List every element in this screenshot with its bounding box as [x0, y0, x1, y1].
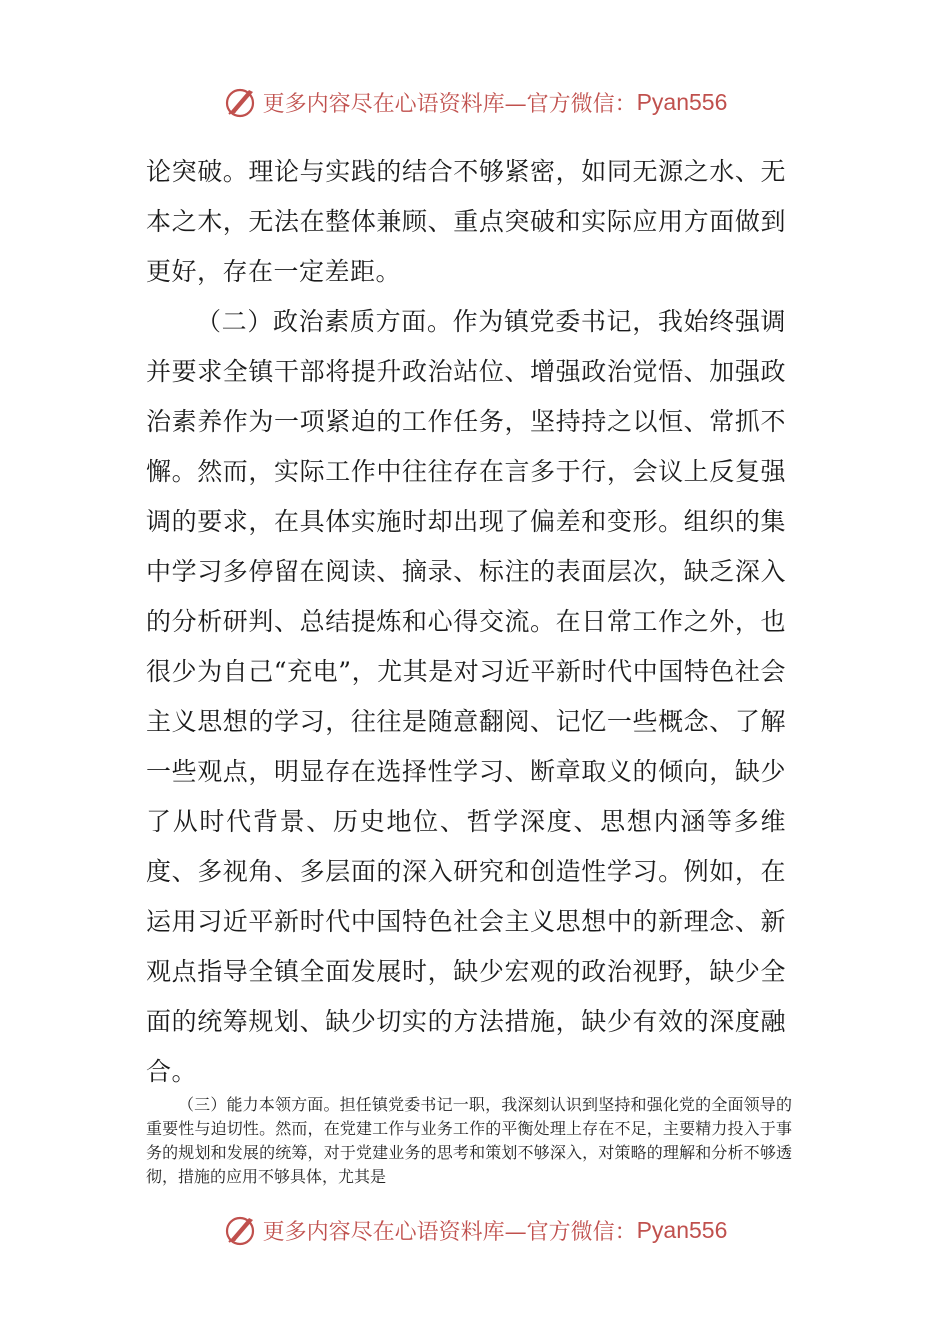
watermark-text: 更多内容尽在心语资料库—官方微信： — [262, 91, 637, 117]
quill-pen-logo-icon — [223, 1212, 259, 1248]
paragraph-political-quality: （二）政治素质方面。作为镇党委书记，我始终强调并要求全镇干部将提升政治站位、增强政治觉悟、加强政治素养作为一项紧迫的工作任务，坚持持之以恒、常抓不懈。然而，实际工作中往往存在言多于行，会议上反复强调的要求，在具体实施时却出现了偏差和变形。组织的集中学习多停留在阅读、摘录、标注的表面层次，缺乏深入的分析研判、总结提炼和心得交流。在日常工作之外，也很少为自己“充电”，尤其是对习近平新时代中国特色社会主义思想的学习，往往是随意翻阅、记忆一些概念、了解一些观点，明显存在选择性学习、断章取义的倾向，缺少了从时代背景、历史地位、哲学深度、思想内涵等多维度、多视角、多层面的深入研究和创造性学习。例如，在运用习近平新时代中国特色社会主义思想中的新理念、新观点指导全镇全面发展时，缺少宏观的政治视野，缺少全面的统筹规划、缺少切实的方法措施，缺少有效的深度融合。 — [146, 307, 786, 1086]
watermark-wechat-id: Pyan556 — [636, 1216, 728, 1243]
quill-pen-logo-icon — [223, 84, 259, 120]
watermark-text: 更多内容尽在心语资料库—官方微信： — [262, 1219, 637, 1245]
paragraph-continuation: 论突破。理论与实践的结合不够紧密，如同无源之水、无本之木，无法在整体兼顾、重点突破和实际应用方面做到更好，存在一定差距。 — [146, 157, 786, 286]
paragraph-ability: （三）能力本领方面。担任镇党委书记一职，我深刻认识到坚持和强化党的全面领导的重要性与迫切性。然而，在党建工作与业务工作的平衡处理上存在不足，主要精力投入于事务的规划和发展的统筹，对于党建业务的思考和策划不够深入，对策略的理解和分析不够透彻，措施的应用不够具体，尤其是 — [146, 1095, 792, 1186]
header-watermark — [0, 82, 950, 122]
footer-watermark — [0, 1210, 950, 1250]
watermark-wechat-id: Pyan556 — [636, 88, 728, 115]
